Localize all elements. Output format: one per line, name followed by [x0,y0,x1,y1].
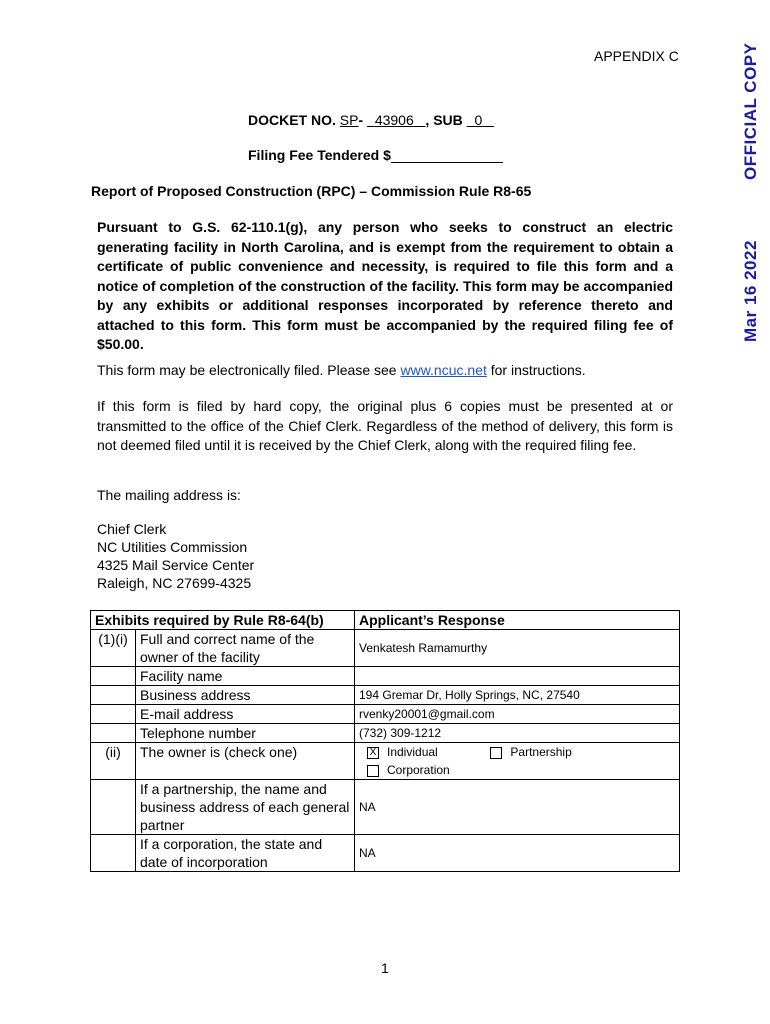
business-address-response: 194 Gremar Dr, Holly Springs, NC, 27540 [355,686,680,705]
page-number: 1 [381,960,389,976]
table-row: (ii) The owner is (check one) X Individual Partnership Corporation [91,743,680,780]
table-row: Business address 194 Gremar Dr, Holly Springs, NC, 27540 [91,686,680,705]
docket-number: DOCKET NO. SP- 43906 , SUB 0 [248,112,494,128]
appendix-label: APPENDIX C [594,48,679,64]
docket-value: 43906 [374,112,414,128]
ncuc-link[interactable]: www.ncuc.net [400,362,487,378]
exhibits-table [90,610,680,872]
statute-paragraph: Pursuant to G.S. 62-110.1(g), any person who seeks to construct an electric generating facility in North Carolina, and is exempt from the requirement to obtain a certificate of public convenience and necessity, is required to file this form and a notice of completion of the construction of the facility. This form may be accompanied by any exhibits or additional responses incorporated by reference thereto and attached to this form. This form must be accompanied by the required filing fee of $50.00. [97,219,673,352]
table-header-row [91,611,680,630]
sub-value: 0 [474,112,483,128]
table-row: Facility name [91,667,680,686]
corporation-option-label: Corporation [387,763,450,777]
mailing-address: Chief Clerk NC Utilities Commission 4325 Mail Service Center Raleigh, NC 27699-4325 [97,521,255,591]
corporation-checkbox[interactable] [367,765,379,777]
filing-fee [248,147,503,163]
electronic-filing-paragraph: This form may be electronically filed. Please see www.ncuc.net for instructions. [97,362,586,378]
table-row: If a partnership, the name and business address of each general partner NA [91,780,680,835]
email-response: rvenky20001@gmail.com [355,705,680,724]
table-row: (1)(i) Full and correct name of the owner of the facility Venkatesh Ramamurthy [91,630,680,667]
individual-checkbox[interactable]: X [367,747,379,759]
filing-date-stamp: Mar 16 2022 [741,240,760,342]
facility-name-response [355,667,680,686]
table-row: Telephone number (732) 309-1212 [91,724,680,743]
form-title: Report of Proposed Construction (RPC) – Commission Rule R8-65 [91,183,532,199]
owner-type-response [355,743,680,780]
sub-label: , SUB [425,112,463,128]
table-row: E-mail address rvenky20001@gmail.com [91,705,680,724]
official-copy-stamp: OFFICIAL COPY [741,42,760,180]
mailing-address-intro: The mailing address is: [97,487,241,503]
partnership-option-label: Partnership [510,745,572,759]
table-row: If a corporation, the state and date of incorporation NA [91,835,680,872]
partnership-response: NA [355,780,680,835]
corporation-response: NA [355,835,680,872]
telephone-response: (732) 309-1212 [355,724,680,743]
response-header: Applicant’s Response [355,611,680,630]
partnership-checkbox[interactable] [490,747,502,759]
owner-name-response: Venkatesh Ramamurthy [355,630,680,667]
hard-copy-paragraph: If this form is filed by hard copy, the original plus 6 copies must be presented at or transmitted to the office of the Chief Clerk. Regardless of the method of delivery, this form is not deemed filed until it is received by the Chief Clerk, along with the required filing fee. [97,398,673,453]
filing-fee-line [391,148,503,163]
filing-fee-label: Filing Fee Tendered $ [248,147,391,163]
individual-option-label: Individual [387,745,438,759]
exhibits-header: Exhibits required by Rule R8-64(b) [91,611,355,630]
docket-prefix: SP [339,112,359,128]
docket-label: DOCKET NO. [248,112,336,128]
